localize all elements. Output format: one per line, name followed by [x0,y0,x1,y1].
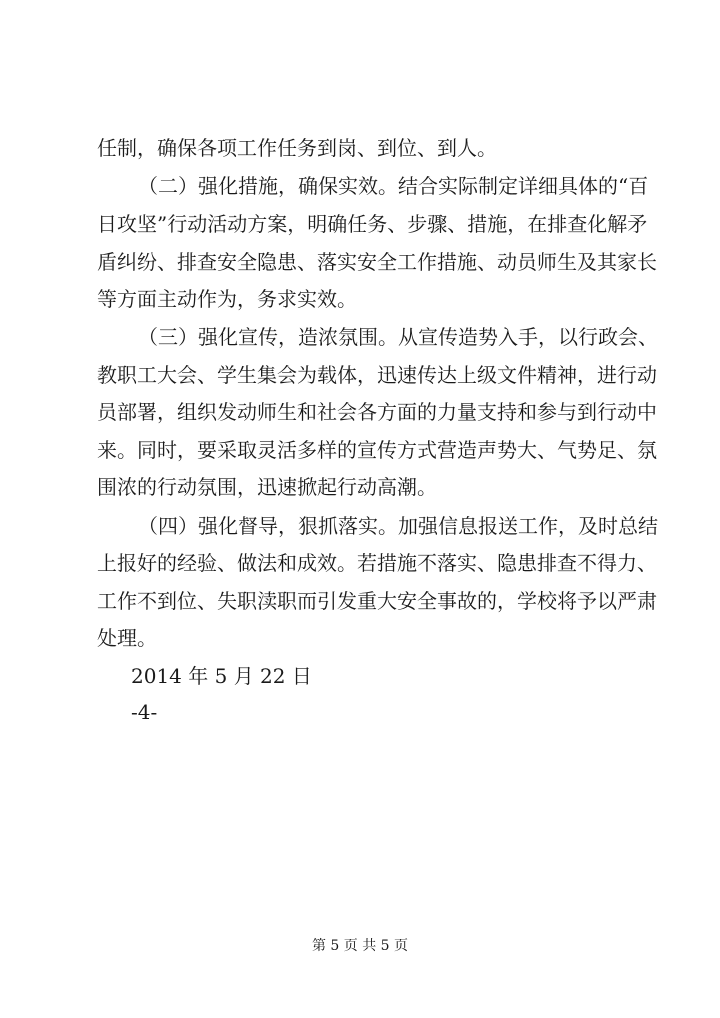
paragraph-2-first-line: （二）强化措施，确保实效。结合实际制定详细具体的“百 [138,174,649,198]
text-line: 日攻坚”行动活动方案，明确任务、步骤、措施，在排查化解矛 [97,212,648,236]
document-date: 2014 年 5 月 22 日 [131,664,312,688]
text-line: 上报好的经验、做法和成效。若措施不落实、隐患排查不得力、 [97,551,657,575]
text-line: 来。同时，要采取灵活多样的宣传方式营造声势大、气势足、氛 [97,438,657,462]
page-marker: -4- [131,700,158,724]
text-line: 盾纠纷、排查安全隐患、落实安全工作措施、动员师生及其家长 [97,250,657,274]
text-line: 工作不到位、失职渎职而引发重大安全事故的，学校将予以严肃 [97,589,657,613]
text-line: 任制，确保各项工作任务到岗、到位、到人。 [97,136,497,160]
text-line: 员部署，组织发动师生和社会各方面的力量支持和参与到行动中 [97,400,657,424]
text-line: 教职工大会、学生集会为载体，迅速传达上级文件精神，进行动 [97,363,657,387]
text-line: 处理。 [97,626,157,650]
text-line: 围浓的行动氛围，迅速掀起行动高潮。 [97,475,437,499]
paragraph-4-first-line: （四）强化督导，狠抓落实。加强信息报送工作，及时总结 [138,514,658,538]
paragraph-3-first-line: （三）强化宣传，造浓氛围。从宣传造势入手，以行政会、 [138,325,658,349]
text-line: 等方面主动作为，务求实效。 [97,287,357,311]
page-footer: 第 5 页 共 5 页 [311,938,409,954]
